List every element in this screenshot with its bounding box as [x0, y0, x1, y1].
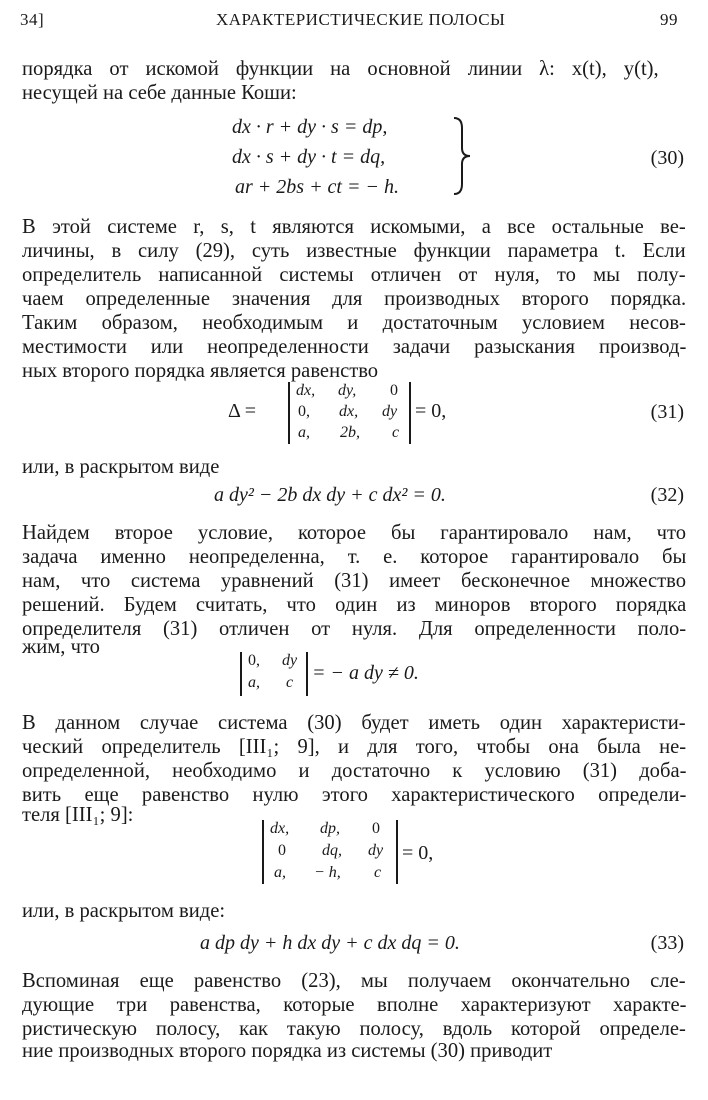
matrix-cell: dy: [382, 403, 398, 420]
text-line: личины, в силу (29), суть известные функции параметра t. Если: [22, 240, 686, 262]
matrix-cell: 0: [372, 820, 380, 837]
equation-number: (31): [650, 401, 684, 423]
right-brace-icon: [452, 116, 474, 196]
matrix-cell: 0: [278, 842, 286, 859]
text-line: вить еще равенство нулю этого характеристического определи-: [22, 784, 687, 806]
matrix-cell: dq,: [322, 842, 342, 859]
text-line: Таким образом, необходимым и достаточным условием несов-: [22, 312, 686, 334]
text-line: определитель написанной системы отличен от нуля, то мы полу-: [22, 264, 686, 286]
section-number: 34]: [20, 10, 45, 29]
running-title: ХАРАКТЕРИСТИЧЕСКИЕ ПОЛОСЫ: [216, 10, 506, 29]
equation-number: (32): [650, 484, 684, 506]
text-line: несущей на себе данные Коши:: [22, 82, 297, 104]
matrix-cell: dy,: [338, 382, 357, 399]
equation-32: a dy² − 2b dx dy + c dx² = 0.: [214, 484, 446, 506]
text-line: В данном случае система (30) будет иметь один характеристи-: [22, 712, 686, 734]
determinant-bar: [409, 382, 411, 444]
matrix-cell: 0,: [298, 403, 310, 420]
text-line: жим, что: [22, 636, 100, 658]
matrix-cell: 0,: [248, 652, 260, 669]
equation-line: dx · r + dy · s = dp,: [232, 116, 388, 138]
matrix-cell: c: [374, 864, 382, 881]
text-line: или, в раскрытом виде: [22, 456, 220, 478]
text-line: ние производных второго порядка из системы (30) приводит: [22, 1040, 553, 1062]
determinant-bar: [240, 652, 242, 696]
matrix-cell: c: [392, 424, 400, 441]
text-line: порядка от искомой функции на основной линии λ: x(t), y(t),: [22, 58, 659, 80]
equation-33: a dp dy + h dx dy + c dx dq = 0.: [200, 932, 460, 954]
text-line: или, в раскрытом виде:: [22, 900, 226, 922]
matrix-cell: dy: [282, 652, 298, 669]
matrix-cell: 0: [390, 382, 398, 399]
text-line: определителя (31) отличен от нуля. Для определенности поло-: [22, 618, 687, 640]
text-line: чаем определенные значения для производных второго порядка.: [22, 288, 687, 310]
matrix-cell: dx,: [339, 403, 359, 420]
equation-line: ar + 2bs + ct = − h.: [235, 176, 399, 198]
matrix-cell: dx,: [270, 820, 290, 837]
equation-line: dx · s + dy · t = dq,: [232, 146, 386, 168]
text-line: дующие три равенства, которые вполне характеризуют характе-: [22, 994, 687, 1016]
matrix-cell: a,: [248, 674, 260, 691]
matrix-cell: dx,: [296, 382, 316, 399]
matrix-cell: a,: [298, 424, 310, 441]
text-line: местимости или неопределенности задачи разыскания производ-: [22, 336, 687, 358]
matrix-cell: − h,: [314, 864, 341, 881]
matrix-cell: dy: [368, 842, 384, 859]
text-line: теля [III₁; 9]:: [22, 804, 134, 826]
equation-rhs: = − a dy ≠ 0.: [312, 662, 419, 684]
equation-number: (33): [650, 932, 684, 954]
text-line: задача именно неопределенна, т. е. которое гарантировало бы: [22, 546, 687, 568]
page-number: 99: [660, 10, 678, 29]
text-line: В этой системе r, s, t являются искомыми, а все остальные ве-: [22, 216, 686, 238]
text-line: определенной, необходимо и достаточно к условию (31) доба-: [22, 760, 687, 782]
matrix-cell: c: [286, 674, 294, 691]
equation-rhs: = 0,: [402, 842, 434, 864]
determinant-bar: [306, 652, 308, 696]
text-line: Вспоминая еще равенство (23), мы получаем окончательно сле-: [22, 970, 686, 992]
text-line: нам, что система уравнений (31) имеет бесконечное множество: [22, 570, 687, 592]
delta-lhs: Δ =: [228, 400, 257, 422]
text-line: решений. Будем считать, что один из миноров второго порядка: [22, 594, 687, 616]
equation-rhs: = 0,: [415, 400, 447, 422]
equation-number: (30): [650, 147, 684, 169]
determinant-bar: [262, 820, 264, 884]
text-line: ристическую полосу, как такую полосу, вдоль которой определе-: [22, 1018, 686, 1040]
determinant-bar: [288, 382, 290, 444]
matrix-cell: 2b,: [340, 424, 360, 441]
text-line: Найдем второе условие, которое бы гарантировало нам, что: [22, 522, 687, 544]
matrix-cell: dp,: [320, 820, 340, 837]
matrix-cell: a,: [274, 864, 286, 881]
text-line: ных второго порядка является равенство: [22, 360, 379, 382]
text-line: ческий определитель [III₁; 9], и для того, чтобы она была не-: [22, 736, 687, 758]
determinant-bar: [396, 820, 398, 884]
